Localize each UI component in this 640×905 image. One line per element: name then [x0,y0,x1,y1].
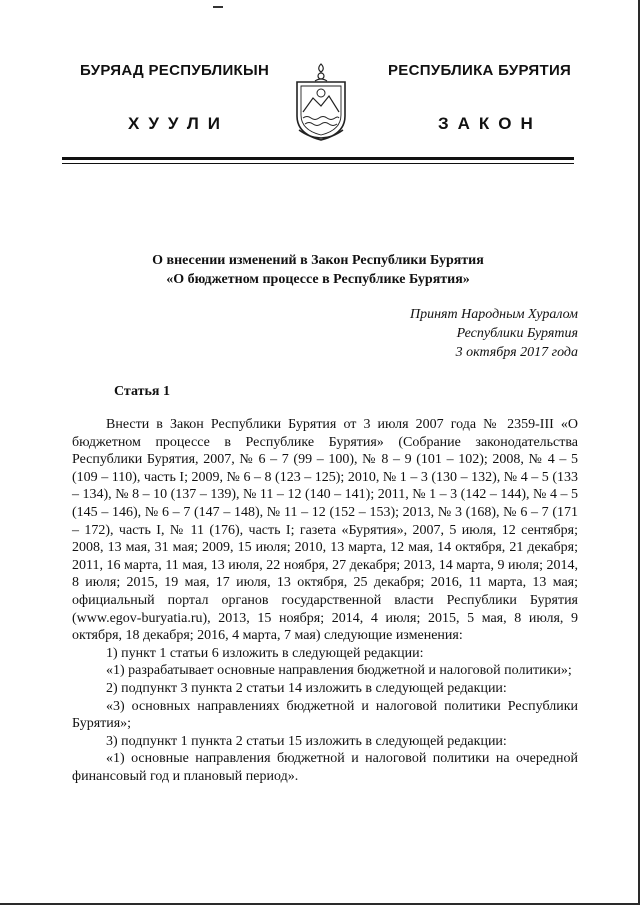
article-paragraph-item-2: 2) подпункт 3 пункта 2 статьи 14 изложить в следующей редакции: [106,680,507,696]
adopted-date: 3 октября 2017 года [455,345,578,360]
header-divider-thin [62,163,574,164]
scan-mark [213,6,223,8]
article-paragraph-item-3: 3) подпункт 1 пункта 2 статьи 15 изложить в следующей редакции: [106,733,507,749]
header-buryat-law: ХУУЛИ [128,114,229,133]
article-paragraph-item-1-text: «1) разрабатывает основные направления бюджетной и налоговой политики»; [106,663,572,679]
article-heading: Статья 1 [114,384,170,399]
buryatia-coat-of-arms-icon [291,60,351,144]
article-paragraph-item-2-text: «3) основных направлениях бюджетной и налоговой политики Республики Бурятия»; [72,698,578,732]
adopted-by-line-2: Республики Бурятия [456,326,578,341]
article-paragraph-item-3-text: «1) основные направления бюджетной и налоговой политики на очередной финансовый год и плановый период». [72,751,578,784]
article-body [72,416,578,785]
law-title-line-2: «О бюджетном процессе в Республике Бурятия» [166,272,470,287]
law-title-line-1: О внесении изменений в Закон Республики Бурятия [152,253,484,268]
header-divider-thick [62,157,574,160]
adopted-by-line-1: Принят Народным Хуралом [409,307,578,322]
header-russian-republic: РЕСПУБЛИКА БУРЯТИЯ [388,62,572,79]
article-paragraph-main: Внести в Закон Республики Бурятия от 3 июля 2007 года № 2359-III «О бюджетном процессе в Республике Бурятия» (Собрание законодательства Республики Бурятия, 2007, № 6 – 7 (99 – 100), № 8 – 9 (101 – 102); 2008, № 4 – 5 (109 – 110), часть I; 2009, № 6 – 8 (123 – 125); 2010, № 1 – 3 (130 – 132), № 4 – 5 (133 – 134), № 8 – 10 (137 – 139), № 11 – 12 (140 – 141); 2011, № 1 – 3 (142 – 144), № 4 – 5 (145 – 146), № 6 – 7 (147 – 148), № 11 – 12 (152 – 153); 2013, № 3 (168), № 6 – 7 (171 – 172), часть I, № 11 (176), часть I; газета «Бурятия», 2007, 5 июля, 12 сентября; 2008, 13 мая, 31 мая; 2009, 15 июля; 2010, 13 марта, 12 мая, 14 октября, 21 декабря; 2011, 16 марта, 11 мая, 13 июля, 22 ноября, 27 декабря; 2013, 14 марта, 9 июля; 2014, 8 июля; 2015, 19 мая, 17 июля, 13 октября, 25 декабря; 2016, 11 марта, 13 мая; официальный портал органов государственной власти Республики Бурятия (www.egov-buryatia.ru), 2013, 15 ноября; 2014, 4 июля; 2015, 5 мая, 8 июля, 9 октября, 18 декабря; 2016, 4 марта, 7 мая) следующие изменения: [72,417,578,644]
header-russian-law: ЗАКОН [438,114,542,133]
article-paragraph-item-1: 1) пункт 1 статьи 6 изложить в следующей редакции: [106,645,424,661]
header-buryat-republic: БУРЯАД РЕСПУБЛИКЫН [80,62,270,79]
